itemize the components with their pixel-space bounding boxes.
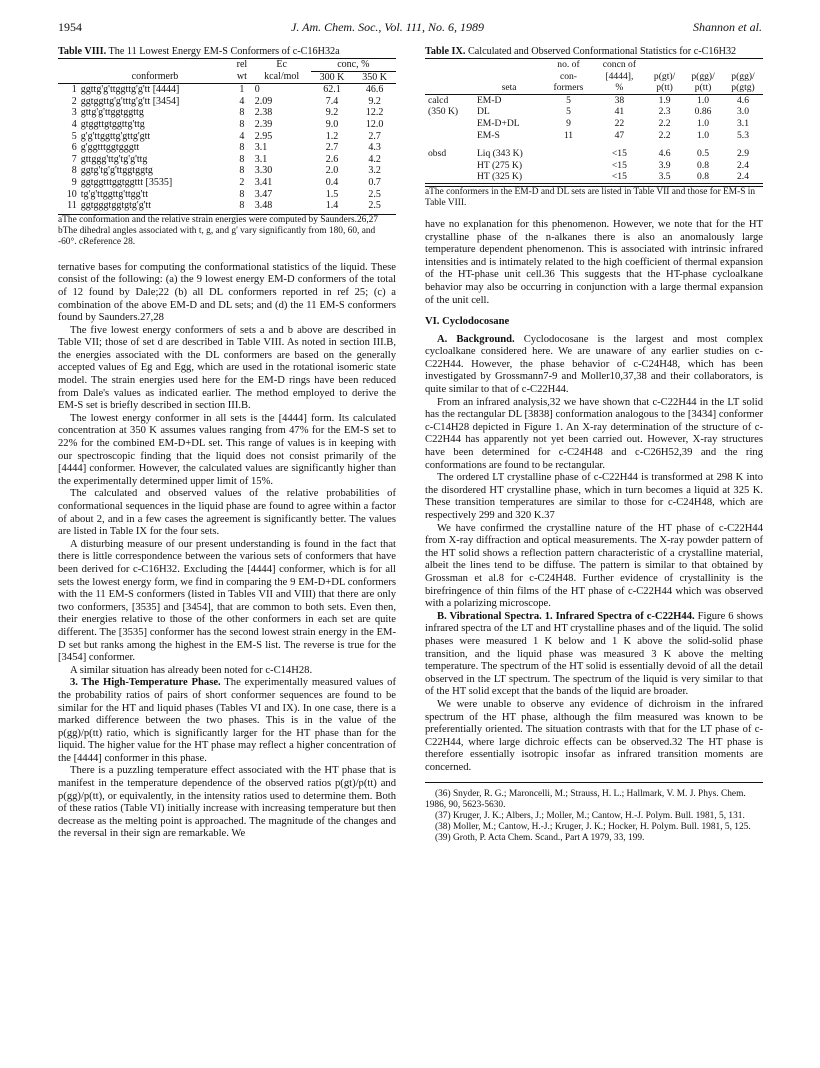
body-paragraph: We have confirmed the crystalline nature of the HT phase of c-C22H44 from X-ray diffraction and optical measurements. The X-ray powder pattern of the HT solid shows a reflection pattern characteristic of a crystalline material, albeit the lines tend to be diffuse. The pattern is similar to that obtained by Grossman et al.8 for c-C24H48. Further evidence of crystallinity is the birefringence of thin films of the HT phase of c-C22H44 which was observed with a polarizing microscope. [425, 522, 763, 610]
table8-cell: g'ggtttggtgggtt [80, 142, 140, 154]
table9-cell [425, 118, 474, 130]
table9-cell: 0.86 [694, 106, 712, 118]
table8-cell: 9.2 [325, 107, 339, 119]
table9-cell: 2.2 [658, 129, 671, 141]
table9-cell: 41 [614, 106, 625, 118]
subsection-b-para2: We were unable to observe any evidence of dichroism in the infrared spectrum of the HT phase, although the film measured was known to be preferentially oriented. The situation contrasts with that for the LT phase of c-C22H44, where large dichroic effects can be observed.32 The HT phase is therefore essentially isotropic insofar as infrared transition moments are concerned. [425, 698, 763, 773]
table8-cell: 0.7 [368, 176, 381, 188]
table9-cell: <15 [611, 148, 627, 160]
table8-cell: ggtggttg'g'tttg'g'tt [3454] [80, 95, 180, 107]
table9-cell [425, 130, 474, 142]
table9-cell: EM-D [476, 94, 502, 106]
table9-caption: Table IX. Calculated and Observed Conformational Statistics for c-C16H32 [425, 46, 737, 57]
table9-cell: obsd [428, 148, 447, 160]
left-body-text [58, 262, 396, 678]
table8-caption: Table VIII. The 11 Lowest Energy EM-S Conformers of c-C16H32a [58, 46, 340, 57]
table8-cell: 3 [71, 107, 77, 119]
table8-cell: 3.41 [254, 176, 273, 188]
table9-cell: 5 [566, 94, 571, 106]
table9-cell: 11 [563, 129, 574, 141]
body-paragraph: From an infrared analysis,32 we have shown that c-C22H44 in the LT solid has the rectangular DL [3838] conformation analogous to the [3434] conformer c-C14H28 depicted in Figure 1. An X-ray determination of the structure of c-C22H44 has apparently not yet been carried out. However, X-ray structures have been determined for c-C24H48 and c-C26H52,39 and the ring conformations are found to be rectangular. [425, 396, 763, 471]
table8-head-relwt: rel [236, 59, 248, 71]
table9-cell: EM-D+DL [476, 117, 520, 129]
table9-cell: 0.5 [697, 148, 710, 160]
table8-cell: 2.09 [254, 95, 273, 107]
table8-cell: gttg'g'ttggtggttg [80, 107, 144, 119]
table8-cell: 12.0 [365, 118, 384, 130]
table8-cell: 2.7 [368, 130, 381, 142]
table8-cell: 4 [239, 95, 245, 107]
body-paragraph: A disturbing measure of our present understanding is found in the fact that there is little correspondence between the various sets of conformers that have been derived for c-C16H32. Excluding the [4444] conformer, which is for all sets the lowest energy form, we find in comparing the 9 EM-D+DL conformers with the 11 EM-S conformers (listed in Tables VII and VIII) that there are only two conformers, [3535] and [3454], that are common to both sets. Even then, their energies relative to those of the other conformers in each set are quite different. The [3535] conformer has the second lowest strain energy in the EM-D set but ranks among the highest in the EM-S list. The reverse is true for the [3454] conformer. [58, 538, 396, 664]
ht-phase-heading: 3. The High-Temperature Phase. [70, 677, 221, 689]
table8-cell: 3.48 [254, 200, 273, 212]
table8-row [58, 84, 396, 96]
table9-row [425, 141, 763, 160]
table8-cell: 4.2 [368, 153, 381, 165]
table8-head-300k: 300 K [319, 71, 345, 83]
page-number: 1954 [58, 20, 82, 34]
table8-row [58, 119, 396, 131]
table9-row [425, 94, 763, 106]
table9-cell: 0.8 [697, 171, 710, 183]
left-column [58, 46, 396, 841]
table9-footnote: aThe conformers in the EM-D and DL sets are listed in Table VII and those for EM-S in Table VIII. [425, 186, 763, 209]
reference-item: (36) Snyder, R. G.; Maroncelli, M.; Strauss, H. L.; Hallmark, V. M. J. Phys. Chem. 1986, 90, 5623-5630. [425, 789, 746, 811]
table8-cell: g'g'ttggttg'gttg'gtt [80, 130, 151, 142]
table8-cell: 2.6 [325, 153, 339, 165]
table8-cell: gttggg'ttg'tg'g'ttg [80, 153, 148, 165]
table9-cell: DL [476, 106, 490, 118]
table8-head-conformer: conformerb [131, 71, 179, 83]
table8-cell: 4 [71, 118, 77, 130]
subsection-b-heading: B. Vibrational Spectra. 1. Infrared Spectra of c-C22H44. [437, 610, 695, 622]
body-paragraph: ternative bases for computing the conformational statistics of the liquid. These consist of the following: (a) the 9 lowest energy EM-D conformers of the total of 12 found by Dale;22 (b) all DL conformers reported in ref 25; (c) a combination of the above EM-D and DL sets; and (d) the 11 EM-S conformers found by Saunders.27,28 [58, 261, 396, 324]
ht-phase-para2: There is a puzzling temperature effect associated with the HT phase that is manifest in the temperature dependence of the observed ratios p(gt)/p(tt) and p(gg)/p(tt), or equivalently, in the intensity ratios used to determine them. Both of these ratios (Table VI) initially increase with increasing temperature but then decrease as the melting point is approached. The magnitude of the changes and the reversal in their sign are remarkable. We [58, 765, 396, 840]
table8-cell: 0.4 [325, 176, 339, 188]
table9-cell [425, 171, 474, 183]
table9-cell: EM-S [476, 129, 500, 141]
table9-cell: calcd [428, 94, 449, 106]
table9-cell: (350 K) [428, 106, 459, 118]
table8-cell: 10 [66, 188, 77, 200]
table8-cell: 2.38 [254, 107, 273, 119]
table8-row [58, 177, 396, 189]
table9-cell: 9 [566, 117, 571, 129]
table8-cell: 2.7 [325, 142, 339, 154]
table8-cell: ggtgggtggtgtg'g'tt [80, 200, 152, 212]
table9-cell: Liq (343 K) [476, 148, 523, 160]
table9-cell: HT (275 K) [476, 159, 523, 171]
subsection-a-text: Cyclodocosane is the largest and most complex cycloalkane considered here. We are unaware of any earlier studies on c-C22H44. However, the phase behavior of c-C24H48, which has been investigated by Grossmann7-9 and Moller10,37,38 and their collaborators, is quite similar to that of c-C22H44. [425, 333, 763, 396]
body-paragraph: The five lowest energy conformers of sets a and b above are described in Table VII; those of set d are described in Table VIII. As noted in section III.B, the energies associated with the DL conformers are based on the generally accepted values of Eg and Egg, which are used in the rotational isomeric state model. The strain energies used here for the EM-D rings have been reduced from Dale's values as indicated earlier. The method employed to derive the EM-S set is briefly described in section III.B. [58, 324, 396, 412]
table8-cell: 8 [239, 153, 245, 165]
table9-row [425, 160, 763, 172]
table8-cell: 9.0 [325, 118, 339, 130]
table8-cell: 9 [71, 176, 77, 188]
table8-cell: ggttg'g'ttggttg'g'tt [4444] [80, 84, 180, 96]
table9-cell: 1.0 [697, 129, 710, 141]
table8-cell: 3.30 [254, 165, 273, 177]
body-paragraph: The lowest energy conformer in all sets is the [4444] form. Its calculated concentration at 350 K assumes values ranging from 47% for the EM-S set to 22% for the combined EM-D+DL set. This range of values is in keeping with our spectroscopic finding that the liquid does not consist primarily of the [4444] conformer. However, the calculated values are significantly higher than the experimentally determined upper limit of 15%. [58, 412, 396, 487]
table8-cell: 8 [239, 200, 245, 212]
reference-item: (39) Groth, P. Acta Chem. Scand., Part A 1979, 33, 199. [435, 833, 645, 844]
table9-cell: 2.4 [737, 159, 749, 171]
table8-cell: 11 [67, 200, 77, 212]
table9-body [425, 94, 763, 183]
table8-head-350k: 350 K [362, 71, 387, 83]
table9-cell: 47 [614, 129, 625, 141]
table8-cell: 3.2 [368, 165, 381, 177]
subsection-b-text: Figure 6 shows infrared spectra of the LT and HT crystalline phases and of the liquid. The solid phases were measured 1 K below and 1 K above the solid-solid phase transition, and the liquid phase was measured 3 K above the melting temperature. The spectrum of the HT solid is essentially devoid of all the detail observed in the LT spectrum. The spectrum of the liquid is very similar to that of the HT solid except that the bands of the liquid are broader. [425, 610, 763, 698]
table8-row [58, 107, 396, 119]
table8-cell: 7.4 [325, 95, 339, 107]
table8-cell: 3.1 [254, 142, 268, 154]
table9-row [425, 118, 763, 130]
body-paragraph: The calculated and observed values of the relative probabilities of conformational sequences in the liquid phase are found to agree within a factor of about 2, and in a few cases the agreement is significantly better. The values are listed in Table IX for the four sets. [58, 488, 396, 538]
table9-cell [425, 160, 474, 172]
table8-cell: 2 [71, 95, 77, 107]
table8-cell: 1 [71, 84, 77, 96]
table8-row [58, 142, 396, 154]
table8-head-conc: conc, % [311, 59, 396, 72]
table8-cell: 2.5 [368, 200, 381, 212]
table9-cell: 1.9 [658, 94, 671, 106]
table8-cell: 62.1 [323, 84, 341, 96]
table9-cell: 3.1 [737, 117, 749, 129]
table9-row [425, 171, 763, 183]
table8-cell: 8 [239, 118, 245, 130]
table9-cell: 4.6 [658, 148, 671, 160]
table8-row [58, 200, 396, 212]
running-authors: Shannon et al. [692, 20, 762, 34]
journal-citation: J. Am. Chem. Soc., Vol. 111, No. 6, 1989 [291, 20, 484, 34]
table9-cell: 0.8 [697, 159, 710, 171]
table9-cell: HT (325 K) [476, 171, 523, 183]
table8-row [58, 165, 396, 177]
table8-cell: 1.4 [325, 200, 339, 212]
table9-cell: 3.9 [658, 159, 671, 171]
table9-cell: 2.2 [658, 117, 671, 129]
table8-cell: 1 [239, 84, 245, 96]
table8-cell: 2 [239, 176, 245, 188]
table8-row [58, 96, 396, 108]
references [425, 782, 763, 844]
table9-cell: 2.9 [737, 148, 749, 160]
table9-cell: 38 [614, 94, 625, 106]
table9-cell [544, 160, 593, 172]
table8-row [58, 154, 396, 166]
table8-cell: 2.39 [254, 118, 273, 130]
table9-cell: 3.5 [658, 171, 671, 183]
right-column [425, 46, 763, 844]
table8-head-e: Ec [276, 59, 287, 71]
table8-cell: 7 [71, 153, 77, 165]
table8-cell: 4 [239, 130, 245, 142]
section-heading: VI. Cyclodocosane [425, 316, 510, 328]
table8-cell: 3.1 [254, 153, 268, 165]
table9-row [425, 106, 763, 118]
table8-cell: 8 [239, 188, 245, 200]
table8-cell: 2.95 [254, 130, 273, 142]
table8 [58, 58, 396, 212]
table8-head-wt: wt [236, 71, 247, 83]
right-body-text [425, 219, 763, 307]
table8-cell: 8 [239, 165, 245, 177]
table9-head-set: seta [501, 82, 517, 94]
table8-body [58, 84, 396, 212]
subsection-a-heading: A. Background. [437, 333, 515, 345]
table8-cell: 9.2 [368, 95, 381, 107]
table9-cell: 3.0 [737, 106, 749, 118]
reference-item: (37) Kruger, J. K.; Albers, J.; Moller, M.; Cantow, H.-J. Polym. Bull. 1981, 5, 131. [435, 811, 745, 822]
table8-footnote: aThe conformation and the relative strain energies were computed by Saunders.26,27 bThe dihedral angles associated with t, g, and g' vary significantly from 180, 60, and -60°. cReference 28. [58, 214, 396, 248]
table8-cell: 4.3 [368, 142, 381, 154]
body-paragraph: A similar situation has already been noted for c-C14H28. [70, 664, 313, 676]
table8-cell: ggtggtttggtggttt [3535] [80, 176, 173, 188]
running-header [58, 20, 762, 36]
table8-row [58, 131, 396, 143]
table9-cell: 1.0 [697, 117, 710, 129]
table8-cell: 1.5 [325, 188, 339, 200]
table8-row [58, 189, 396, 201]
table8-cell: 46.6 [365, 84, 384, 96]
table8-cell: gtggttgtggttg'ttg [80, 118, 145, 130]
table9: no. of concn of con- [4444], p(gt)/ p(gg)/ p(gg)/ seta formers % p(tt) p(tt) p(gtg) calcd EM-D 5 38 1.9 1.0 4.6 (350 K) DL 5 41 2.3 0.86 3.0 EM-D+DL 9 22 2.2 1.0 3.1 EM-S 11 47 2.2 1.0 5.3 obsd Liq (343 K) <15 4.6 0.5 2.9 HT (275 K) <15 3.9 0.8 2.4 HT (325 K) <15 3.5 0.8 2.4 [425, 58, 763, 184]
table8-cell: 2.5 [368, 188, 381, 200]
table9-row [425, 130, 763, 142]
table8-head-kcal: kcal/mol [264, 71, 300, 83]
table8-cell: ggtg'tg'g'ttggtggtg [80, 165, 153, 177]
table9-cell: <15 [611, 171, 627, 183]
table8-cell: 8 [239, 142, 245, 154]
table8-cell: 6 [71, 142, 77, 154]
table8-cell: 12.2 [365, 107, 384, 119]
table9-cell: 5 [566, 106, 571, 118]
ht-phase-text: The experimentally measured values of the probability ratios of pairs of short conformer sequences are found to be similar for the HT and liquid phases (Tables VI and IX). In one case, there is a marked difference between the two phases. This is in the value of the p(gg)/p(tt) ratio, which is significantly larger for the HT phase than for the liquid. The higher value for the HT phase may reflect a higher concentration of the [4444] conformer in this phase. [58, 677, 396, 764]
section6-paragraphs [425, 397, 763, 611]
table9-cell: 2.3 [658, 106, 671, 118]
table8-cell: 0 [254, 84, 260, 96]
table9-cell: 4.6 [737, 94, 749, 106]
table8-cell: tg'g'ttggttg'ttgg'tt [80, 188, 148, 200]
body-paragraph: have no explanation for this phenomenon. However, we note that for the HT crystalline phase of the n-alkanes there is also an anomalously large temperature dependent phenomenon. This is associated with intrinsic infrared intensities and is intimately related to the high coefficient of thermal expansion of the HT-phase unit cell.36 This suggests that the HT-phase cycloalkane behavior may also be occurring in conjunction with a large thermal expansion of the unit cell. [425, 218, 763, 306]
body-paragraph: The ordered LT crystalline phase of c-C22H44 is transformed at 298 K into the disordered HT crystalline phase, which in turn becomes a liquid at 325 K. These transition temperatures are similar to those for c-C24H48, which are respectively 299 and 320 K.37 [425, 472, 763, 521]
table9-cell [544, 171, 593, 183]
table9-cell: <15 [611, 159, 627, 171]
table9-cell: 5.3 [737, 129, 749, 141]
table8-cell: 2.0 [325, 165, 339, 177]
table9-cell: 1.0 [697, 94, 710, 106]
table8-cell: 5 [71, 130, 77, 142]
reference-item: (38) Moller, M.; Cantow, H.-J.; Kruger, J. K.; Hocker, H. Polym. Bull. 1981, 5, 125. [435, 822, 751, 833]
table9-cell [544, 141, 593, 160]
table8-cell: 8 [71, 165, 77, 177]
table8-cell: 8 [239, 107, 245, 119]
table8-cell: 1.2 [325, 130, 339, 142]
table9-cell: 2.4 [737, 171, 749, 183]
table9-cell: 22 [614, 117, 625, 129]
table8-cell: 3.47 [254, 188, 273, 200]
